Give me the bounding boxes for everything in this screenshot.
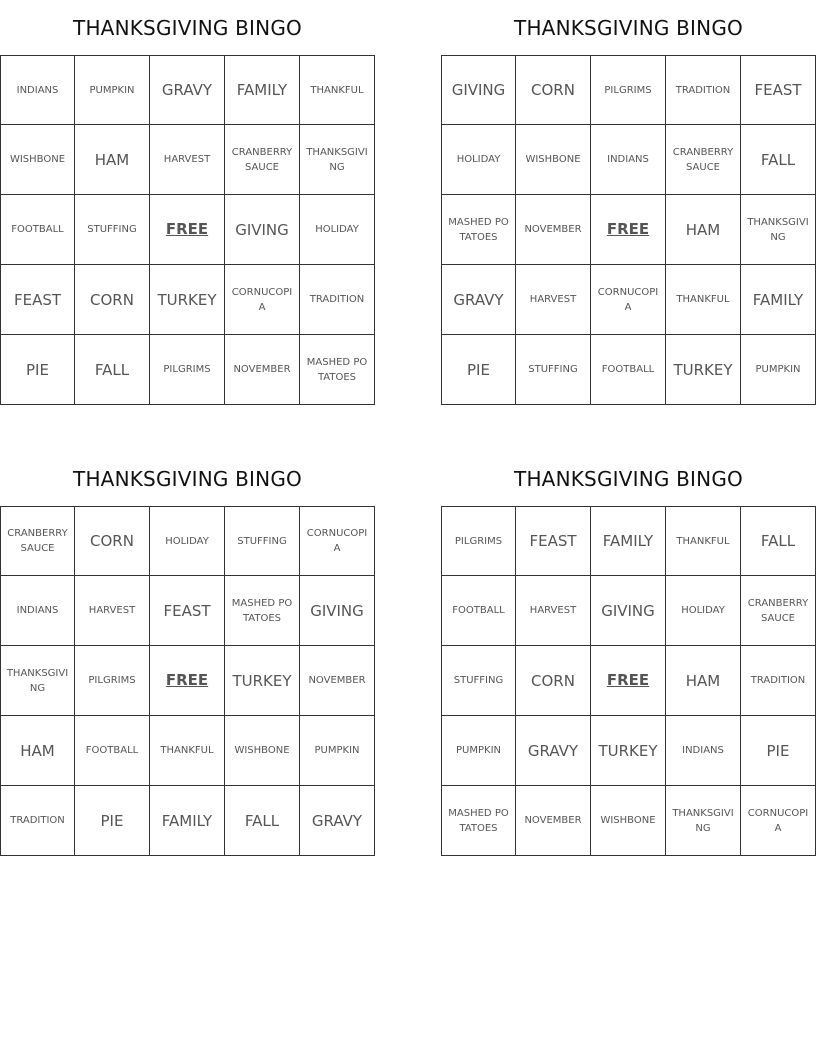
bingo-cell-word: NOVEMBER: [524, 224, 582, 235]
bingo-cell-word: FOOTBALL: [11, 224, 64, 235]
bingo-cell: [0, 195, 75, 265]
bingo-cell: [75, 265, 150, 335]
bingo-cell: [666, 195, 741, 265]
bingo-cell: [225, 506, 300, 576]
bingo-cell-word: THANKFUL: [676, 535, 730, 547]
bingo-cell-word: TRADITION: [309, 294, 365, 305]
bingo-cell: [741, 335, 816, 405]
bingo-cell-word: PIE: [100, 811, 124, 830]
bingo-cell: [0, 335, 75, 405]
bingo-cell-word: STUFFING: [453, 675, 504, 686]
bingo-free-space: [150, 646, 225, 716]
bingo-cell-word: GRAVY: [161, 81, 213, 99]
bingo-cell-word: NOVEMBER: [308, 675, 366, 686]
bingo-cell-word: PUMPKIN: [755, 364, 801, 375]
bingo-cell: [591, 506, 666, 576]
bingo-cell-word: THANKFUL: [310, 84, 364, 96]
bingo-cell: [441, 506, 516, 576]
bingo-cell-word: CORN: [90, 532, 134, 550]
bingo-cell-word: FOOTBALL: [601, 364, 655, 375]
bingo-cell: [300, 125, 375, 195]
bingo-cell-word: FREE: [165, 220, 209, 238]
bingo-cell: [741, 716, 816, 786]
bingo-cell-word: STUFFING: [87, 224, 137, 235]
bingo-cell-word: NOVEMBER: [233, 364, 291, 375]
card-title: THANKSGIVING BINGO: [514, 16, 743, 40]
bingo-cell: [591, 125, 666, 195]
bingo-cell: [516, 125, 591, 195]
bingo-cell-word: TURKEY: [598, 741, 658, 760]
bingo-cell-word: CORNUCOPIA: [306, 528, 368, 554]
bingo-cell: [741, 786, 816, 856]
bingo-cell-word: HARVEST: [529, 294, 577, 305]
card-title: THANKSGIVING BINGO: [73, 467, 302, 491]
bingo-cell-word: MASHED POTATOES: [306, 356, 368, 383]
bingo-cell: [225, 125, 300, 195]
bingo-cell: [225, 265, 300, 335]
bingo-cell: [441, 576, 516, 646]
bingo-cell: [225, 786, 300, 856]
bingo-cell: [75, 335, 150, 405]
bingo-cell: [0, 125, 75, 195]
bingo-cell-word: GIVING: [310, 601, 364, 620]
bingo-cell-word: FOOTBALL: [452, 605, 505, 616]
bingo-cell: [225, 55, 300, 125]
bingo-cell-word: WISHBONE: [525, 154, 581, 165]
bingo-cell-word: PUMPKIN: [89, 84, 135, 96]
bingo-cell: [150, 125, 225, 195]
bingo-cell-word: TRADITION: [10, 815, 65, 826]
bingo-cell: [741, 576, 816, 646]
bingo-cell-word: GIVING: [601, 601, 655, 620]
bingo-cell-word: FALL: [244, 811, 280, 830]
bingo-cell: [516, 335, 591, 405]
bingo-cell: [516, 55, 591, 125]
bingo-cell-word: MASHED POTATOES: [448, 807, 509, 834]
bingo-cell-word: THANKSGIVING: [747, 216, 809, 243]
bingo-cell-word: CORN: [90, 290, 134, 309]
bingo-cell: [75, 195, 150, 265]
bingo-cell-word: HARVEST: [88, 605, 136, 616]
bingo-cell: [225, 576, 300, 646]
bingo-cell: [150, 506, 225, 576]
bingo-cell-word: FAMILY: [602, 532, 654, 550]
bingo-cell: [225, 335, 300, 405]
bingo-cell: [0, 506, 75, 576]
bingo-cell-word: FREE: [606, 220, 650, 238]
bingo-cell: [666, 55, 741, 125]
bingo-cell: [225, 716, 300, 786]
bingo-cell: [666, 786, 741, 856]
bingo-cell-word: CRANBERRY SAUCE: [672, 146, 734, 173]
bingo-cell: [300, 335, 375, 405]
bingo-cell-word: STUFFING: [528, 364, 578, 375]
bingo-cell: [441, 716, 516, 786]
bingo-cell-word: INDIANS: [16, 605, 59, 616]
bingo-cell: [225, 646, 300, 716]
bingo-grid: [441, 55, 816, 405]
bingo-cell: [441, 55, 516, 125]
bingo-cell: [516, 195, 591, 265]
bingo-cell: [591, 265, 666, 335]
bingo-cell: [150, 716, 225, 786]
bingo-cell: [0, 646, 75, 716]
bingo-cell-word: CORN: [531, 81, 575, 99]
bingo-cell-word: CRANBERRY SAUCE: [231, 146, 293, 173]
bingo-cell: [741, 646, 816, 716]
bingo-cell-word: TURKEY: [673, 360, 733, 379]
bingo-cell: [516, 506, 591, 576]
bingo-cell: [516, 646, 591, 716]
bingo-cell: [741, 195, 816, 265]
bingo-cell: [441, 265, 516, 335]
bingo-cell-word: PILGRIMS: [163, 364, 211, 375]
bingo-cell-word: FEAST: [529, 532, 577, 550]
bingo-cell-word: GRAVY: [527, 741, 579, 760]
bingo-cell: [741, 55, 816, 125]
bingo-cell: [666, 576, 741, 646]
bingo-free-space: [150, 195, 225, 265]
bingo-cell: [666, 125, 741, 195]
bingo-cell-word: STUFFING: [237, 535, 287, 547]
bingo-cell-word: TRADITION: [675, 84, 731, 96]
bingo-cell-word: TRADITION: [750, 675, 806, 686]
bingo-cell-word: GRAVY: [453, 290, 504, 309]
bingo-cell: [300, 506, 375, 576]
bingo-cell-word: THANKSGIVING: [306, 146, 368, 173]
bingo-cell: [75, 716, 150, 786]
bingo-cell-word: GIVING: [235, 220, 289, 239]
bingo-cell: [300, 576, 375, 646]
bingo-cell: [225, 195, 300, 265]
bingo-cell-word: CORNUCOPIA: [747, 807, 809, 834]
bingo-cell-word: HOLIDAY: [165, 535, 209, 547]
bingo-cell: [300, 716, 375, 786]
bingo-cell-word: PIE: [467, 360, 490, 379]
card-title: THANKSGIVING BINGO: [514, 467, 743, 491]
bingo-cell: [300, 195, 375, 265]
bingo-cell-word: FEAST: [754, 81, 802, 99]
bingo-cell: [75, 55, 150, 125]
bingo-cell: [591, 576, 666, 646]
bingo-cell-word: CORNUCOPIA: [231, 286, 293, 313]
bingo-cell: [300, 55, 375, 125]
bingo-cell: [666, 716, 741, 786]
bingo-cell: [0, 265, 75, 335]
bingo-cell-word: HAM: [685, 220, 721, 239]
bingo-cell-word: TURKEY: [232, 671, 292, 690]
bingo-grid: [0, 55, 375, 405]
bingo-cell-word: FREE: [606, 671, 650, 689]
bingo-cell-word: WISHBONE: [234, 745, 290, 756]
bingo-cell-word: CRANBERRY SAUCE: [7, 528, 68, 554]
bingo-cell: [441, 786, 516, 856]
bingo-cell-word: HAM: [685, 671, 721, 690]
bingo-cell-word: INDIANS: [16, 84, 59, 96]
bingo-cell: [75, 125, 150, 195]
bingo-cell: [591, 716, 666, 786]
bingo-cell: [150, 786, 225, 856]
bingo-cell-word: HOLIDAY: [315, 224, 359, 235]
bingo-cell-word: PILGRIMS: [604, 84, 652, 96]
bingo-cell-word: WISHBONE: [600, 815, 656, 826]
bingo-grid: [441, 506, 816, 856]
bingo-cell: [516, 576, 591, 646]
bingo-cell: [75, 786, 150, 856]
bingo-cell-word: FEAST: [13, 290, 62, 309]
bingo-cell: [591, 55, 666, 125]
bingo-cell: [666, 506, 741, 576]
bingo-cell-word: INDIANS: [607, 154, 649, 165]
bingo-cell: [741, 506, 816, 576]
bingo-grid: [0, 506, 375, 856]
bingo-cell: [741, 125, 816, 195]
bingo-cell-word: THANKFUL: [676, 294, 730, 305]
bingo-cell: [150, 576, 225, 646]
bingo-cell-word: PUMPKIN: [314, 745, 360, 756]
bingo-cell: [75, 646, 150, 716]
bingo-cell-word: HARVEST: [163, 154, 211, 165]
bingo-cell-word: FREE: [165, 671, 209, 689]
bingo-cell-word: MASHED POTATOES: [448, 216, 509, 243]
bingo-cell: [300, 265, 375, 335]
bingo-cell-word: PIE: [766, 741, 790, 760]
bingo-cell-word: CORN: [531, 671, 575, 690]
bingo-cell-word: HAM: [94, 150, 130, 169]
bingo-cell: [441, 195, 516, 265]
bingo-cell-word: FOOTBALL: [85, 745, 139, 756]
bingo-cell: [0, 55, 75, 125]
bingo-cell-word: FAMILY: [161, 811, 213, 830]
bingo-cell-word: FAMILY: [236, 81, 288, 99]
bingo-cell: [741, 265, 816, 335]
bingo-free-space: [591, 195, 666, 265]
bingo-cell-word: TURKEY: [157, 290, 217, 309]
bingo-cell-word: CRANBERRY SAUCE: [747, 597, 809, 624]
bingo-cell: [666, 335, 741, 405]
bingo-cell-word: HAM: [20, 741, 55, 760]
bingo-cell-word: NOVEMBER: [524, 815, 582, 826]
bingo-cell: [516, 265, 591, 335]
bingo-cell-word: HOLIDAY: [681, 605, 725, 616]
bingo-cell-word: PILGRIMS: [88, 675, 136, 686]
bingo-cell-word: FALL: [760, 150, 796, 169]
bingo-cell-word: FALL: [760, 532, 796, 550]
bingo-cell-word: THANKFUL: [160, 745, 214, 756]
bingo-cell-word: INDIANS: [682, 745, 724, 756]
bingo-cell: [150, 55, 225, 125]
bingo-cell: [441, 125, 516, 195]
bingo-cell: [0, 576, 75, 646]
bingo-cell-word: HARVEST: [529, 605, 577, 616]
bingo-cell: [0, 786, 75, 856]
bingo-cell-word: THANKSGIVING: [6, 667, 69, 694]
bingo-cell: [666, 265, 741, 335]
bingo-cell: [441, 335, 516, 405]
bingo-cell-word: CORNUCOPIA: [597, 286, 659, 313]
bingo-cell-word: GRAVY: [311, 811, 363, 830]
bingo-cell-word: WISHBONE: [9, 154, 66, 165]
bingo-free-space: [591, 646, 666, 716]
bingo-cell: [516, 786, 591, 856]
bingo-cell-word: PILGRIMS: [454, 535, 503, 547]
bingo-cell-word: MASHED POTATOES: [231, 597, 293, 624]
bingo-cell: [300, 646, 375, 716]
bingo-cell-word: FAMILY: [752, 290, 804, 309]
bingo-cell: [591, 335, 666, 405]
bingo-cell: [591, 786, 666, 856]
bingo-cell-word: FEAST: [163, 601, 211, 620]
bingo-cell: [150, 335, 225, 405]
bingo-cell: [75, 576, 150, 646]
bingo-cell-word: GIVING: [451, 81, 506, 99]
bingo-cell-word: FALL: [94, 360, 130, 379]
bingo-cell: [300, 786, 375, 856]
bingo-cell: [441, 646, 516, 716]
card-title: THANKSGIVING BINGO: [73, 16, 302, 40]
bingo-cell-word: HOLIDAY: [456, 154, 501, 165]
bingo-cell: [666, 646, 741, 716]
bingo-cell: [150, 265, 225, 335]
bingo-cell: [516, 716, 591, 786]
bingo-cell: [0, 716, 75, 786]
bingo-cell-word: PUMPKIN: [456, 745, 501, 756]
bingo-cell-word: PIE: [26, 360, 49, 379]
bingo-cell: [75, 506, 150, 576]
bingo-cell-word: THANKSGIVING: [672, 807, 734, 834]
